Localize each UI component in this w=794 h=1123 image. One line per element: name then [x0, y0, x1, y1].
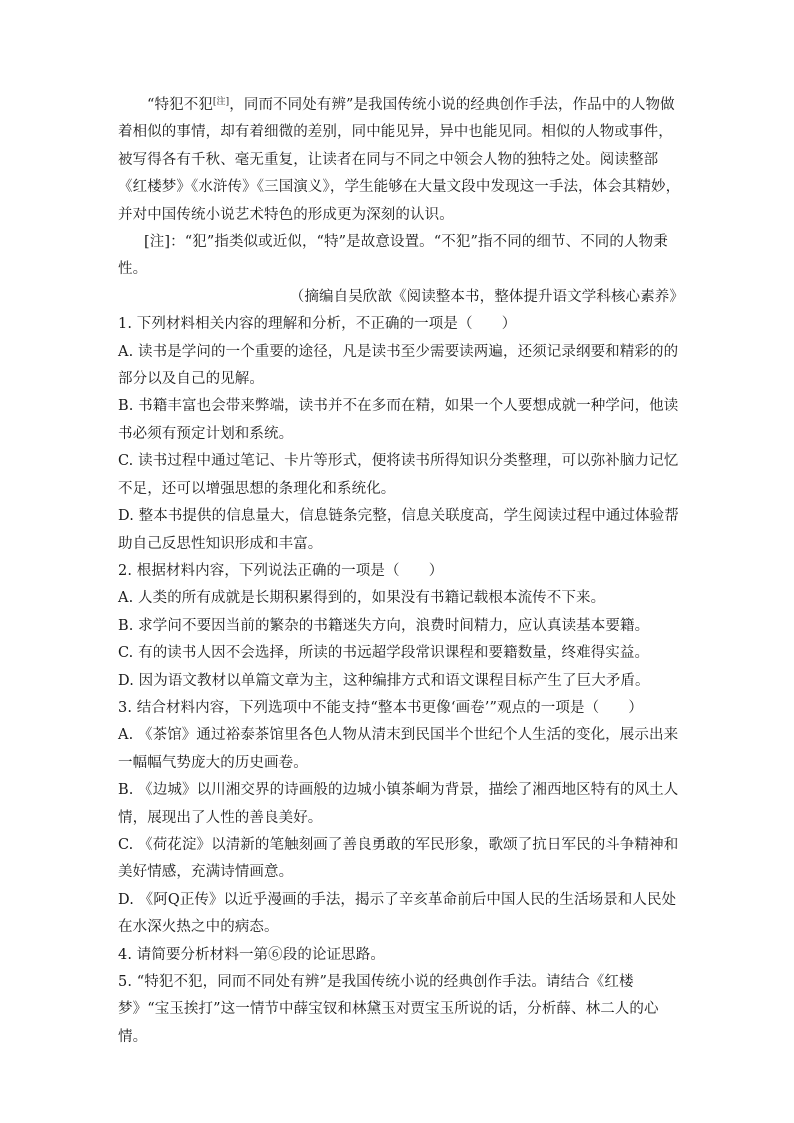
passage-paragraph	[118, 92, 684, 229]
footnote-marker: [注]	[212, 97, 230, 107]
passage-paragraph-start: “特犯不犯	[147, 97, 213, 113]
question-1-option-d: D. 整本书提供的信息量大，信息链条完整，信息关联度高，学生阅读过程中通过体验帮助自己反思性知识形成和丰富。	[118, 508, 679, 552]
question-2-option-a: A. 人类的所有成就是长期积累得到的，如果没有书籍记载根本流传不下来。	[118, 590, 606, 607]
document-content	[118, 92, 684, 1051]
question-2-option-c: C. 有的读书人因不会选择，所读的书远超学段常识课程和要籍数量，终难得实益。	[118, 645, 650, 662]
question-3-option-a: A. 《茶馆》通过裕泰茶馆里各色人物从清末到民国半个世纪个人生活的变化，展示出来一幅幅气势庞大的历史画卷。	[118, 727, 679, 771]
question-2-option-b: B. 求学问不要因当前的繁杂的书籍迷失方向，浪费时间精力，应认真读基本要籍。	[118, 617, 650, 634]
question-2-option-d: D. 因为语文教材以单篇文章为主，这种编排方式和语文课程目标产生了巨大矛盾。	[118, 672, 650, 689]
question-1-option-c: C. 读书过程中通过笔记、卡片等形式，便将读书所得知识分类整理，可以弥补脑力记忆不足，还可以增强思想的条理化和系统化。	[118, 453, 679, 497]
question-1-option-a: A. 读书是学问的一个重要的途径，凡是读书至少需要读两遍，还须记录纲要和精彩的的部分以及自己的见解。	[118, 343, 679, 388]
question-2-stem: 2. 根据材料内容，下列说法正确的一项是（ ）	[118, 562, 444, 579]
passage-paragraph-rest: ，同而不同处有辨”是我国传统小说的经典创作手法，作品中的人物做着相似的事情，却有着细微的差别，同中能见异，异中也能见同。相似的人物或事件，被写得各有千秋、毫无重复，让读者在同与不同之中领会人物的独特之处。阅读整部《红楼梦》《水浒传》《三国演义》，学生能够在大量文段中发现这一手法，体会其精妙，并对中国传统小说艺术特色的形成更为深刻的认识。	[118, 97, 681, 223]
question-3-option-c: C. 《荷花淀》以清新的笔触刻画了善良勇敢的军民形象，歌颂了抗日军民的斗争精神和美好情感，充满诗情画意。	[118, 836, 679, 881]
question-5-stem: 5. “特犯不犯，同而不同处有辨”是我国传统小说的经典创作手法。请结合《红楼梦》“宝玉挨打”这一情节中薛宝钗和林黛玉对贾宝玉所说的话，分析薛、林二人的心情。	[118, 974, 659, 1045]
question-1-stem: 1. 下列材料相关内容的理解和分析，不正确的一项是（ ）	[118, 316, 517, 333]
question-3-option-d: D. 《阿Q正传》以近乎漫画的手法，揭示了辛亥革命前后中国人民的生活场景和人民处在水深火热之中的病态。	[118, 891, 677, 936]
question-1-option-b: B. 书籍丰富也会带来弊端，读书并不在多而在精，如果一个人要想成就一种学问，他读书必须有预定计划和系统。	[118, 398, 679, 442]
passage-source: （摘编自吴欣歆《阅读整本书，整体提升语文学科核心素养》	[289, 288, 684, 305]
passage-note: [注]：“犯”指类似或近似，“特”是故意设置。“不犯”指不同的细节、不同的人物秉性。	[118, 234, 668, 278]
question-4-stem: 4. 请简要分析材料一第⑥段的论证思路。	[118, 946, 385, 963]
question-3-option-b: B. 《边城》以川湘交界的诗画般的边城小镇茶峒为背景，描绘了湘西地区特有的风土人情，展现出了人性的善良美好。	[118, 782, 679, 826]
question-3-stem: 3. 结合材料内容，下列选项中不能支持“整本书更像‘画卷’”观点的一项是（ ）	[118, 699, 643, 716]
